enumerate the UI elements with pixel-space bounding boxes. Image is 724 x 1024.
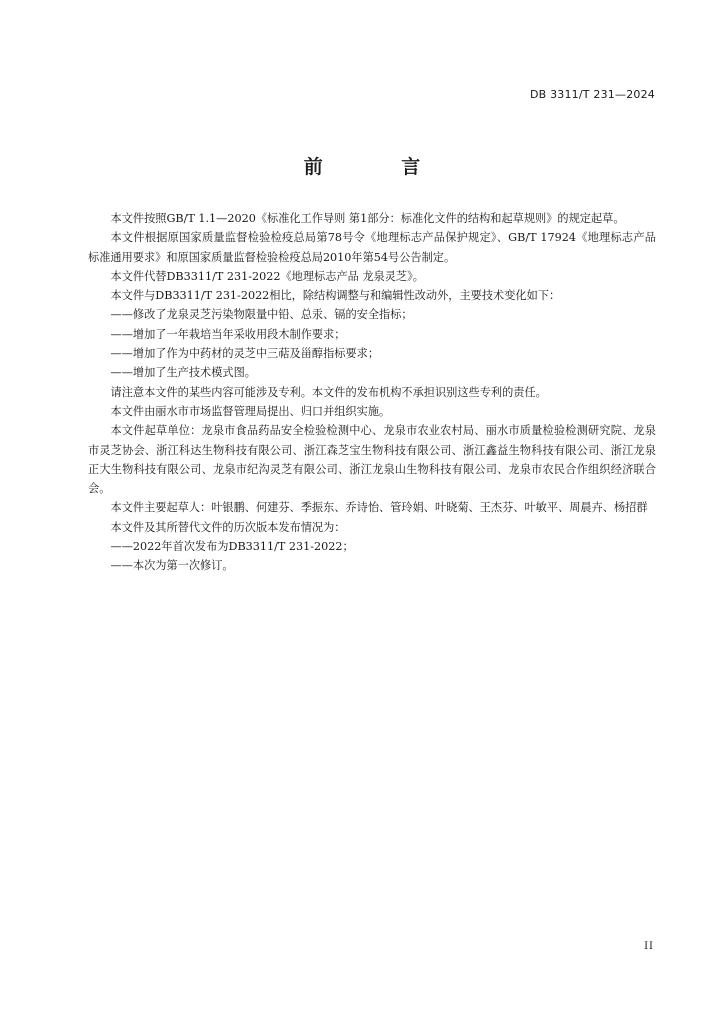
list-item: ——增加了生产技术模式图。 bbox=[110, 366, 256, 380]
paragraph: 本文件按照GB/T 1.1—2020《标准化工作导则 第1部分：标准化文件的结构和起草规则》的规定起草。 bbox=[110, 212, 625, 225]
foreword-body bbox=[88, 209, 656, 576]
list-item: ——本次为第一次修订。 bbox=[110, 559, 234, 573]
document-code: DB 3311/T 231—2024 bbox=[529, 88, 655, 101]
paragraph: 本文件根据原国家质量监督检验检疫总局第78号令《地理标志产品保护规定》、GB/T 17924《地理标志产品标准通用要求》和原国家质量监督检验检疫总局2010年第54号公告制定。 bbox=[88, 231, 656, 264]
list-item: ——增加了一年栽培当年采收用段木制作要求； bbox=[110, 327, 346, 341]
list-item: ——2022年首次发布为DB3311/T 231-2022； bbox=[110, 540, 354, 554]
paragraph: 本文件及其所替代文件的历次版本发布情况为： bbox=[110, 520, 346, 534]
paragraph: 本文件起草单位：龙泉市食品药品安全检验检测中心、龙泉市农业农村局、丽水市质量检验检测研究院、龙泉市灵芝协会、浙江科达生物科技有限公司、浙江森芝宝生物科技有限公司、浙江鑫益生物科技有限公司、浙江龙泉正大生物科技有限公司、龙泉市纪沟灵芝有限公司、浙江龙泉山生物科技有限公司、龙泉市农民合作组织经济联合会。 bbox=[88, 424, 656, 496]
page-title: 前 言 bbox=[303, 156, 457, 178]
page-number: II bbox=[644, 941, 654, 952]
paragraph: 本文件由丽水市市场监督管理局提出、归口并组织实施。 bbox=[110, 404, 391, 418]
paragraph: 本文件主要起草人：叶银鹏、何建芬、季振东、乔诗怡、管玲娟、叶晓菊、王杰芬、叶敏平、周晨卉、杨招群 bbox=[110, 501, 648, 515]
list-item: ——修改了龙泉灵芝污染物限量中铅、总汞、镉的安全指标； bbox=[110, 308, 413, 322]
list-item: ——增加了作为中药材的灵芝中三萜及甾醇指标要求； bbox=[110, 347, 380, 361]
paragraph: 本文件与DB3311/T 231-2022相比，除结构调整与和编辑性改动外，主要技术变化如下： bbox=[110, 289, 561, 303]
paragraph: 本文件代替DB3311/T 231-2022《地理标志产品 龙泉灵芝》。 bbox=[110, 269, 424, 283]
paragraph: 请注意本文件的某些内容可能涉及专利。本文件的发布机构不承担识别这些专利的责任。 bbox=[110, 385, 547, 399]
